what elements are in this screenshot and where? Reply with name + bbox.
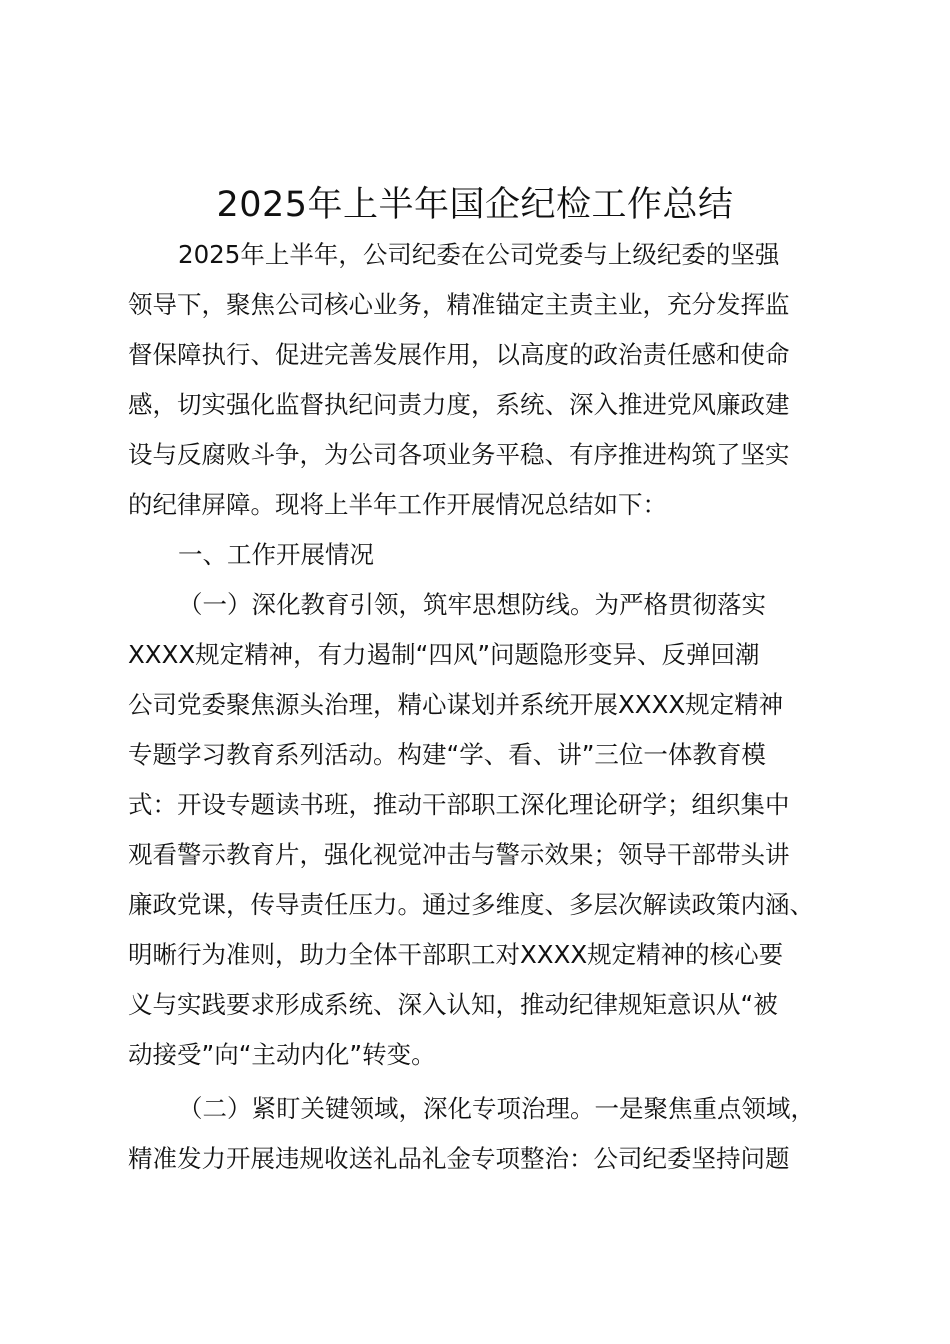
body-line: 领导下，聚焦公司核心业务，精准锚定主责主业，充分发挥监 (128, 290, 790, 319)
body-line: 明晰行为准则，助力全体干部职工对XXXX规定精神的核心要 (128, 940, 784, 969)
body-line: 观看警示教育片，强化视觉冲击与警示效果；领导干部带头讲 (128, 840, 790, 869)
body-line: 2025年上半年，公司纪委在公司党委与上级纪委的坚强 (178, 240, 780, 269)
body-line: 义与实践要求形成系统、深入认知，推动纪律规矩意识从“被 (128, 990, 778, 1019)
document-title: 2025年上半年国企纪检工作总结 (216, 185, 734, 225)
body-line: 廉政党课，传导责任压力。通过多维度、多层次解读政策内涵、 (128, 890, 814, 919)
body-line: 督保障执行、促进完善发展作用，以高度的政治责任感和使命 (128, 340, 790, 369)
body-line: （一）深化教育引领，筑牢思想防线。为严格贯彻落实 (178, 590, 766, 619)
body-line: 式：开设专题读书班，推动干部职工深化理论研学；组织集中 (128, 790, 790, 819)
body-line: 动接受”向“主动内化”转变。 (128, 1040, 436, 1069)
body-line: 一、工作开展情况 (178, 540, 374, 569)
body-line: 专题学习教育系列活动。构建“学、看、讲”三位一体教育模 (128, 740, 766, 769)
body-line: 精准发力开展违规收送礼品礼金专项整治：公司纪委坚持问题 (128, 1144, 790, 1173)
body-line: 设与反腐败斗争，为公司各项业务平稳、有序推进构筑了坚实 (128, 440, 790, 469)
body-line: 公司党委聚焦源头治理，精心谋划并系统开展XXXX规定精神 (128, 690, 784, 719)
body-line: 感，切实强化监督执纪问责力度，系统、深入推进党风廉政建 (128, 390, 790, 419)
body-line: 的纪律屏障。现将上半年工作开展情况总结如下： (128, 490, 667, 519)
body-line: XXXX规定精神，有力遏制“四风”问题隐形变异、反弹回潮 (128, 640, 760, 669)
body-line: （二）紧盯关键领域，深化专项治理。一是聚焦重点领域， (178, 1094, 815, 1123)
